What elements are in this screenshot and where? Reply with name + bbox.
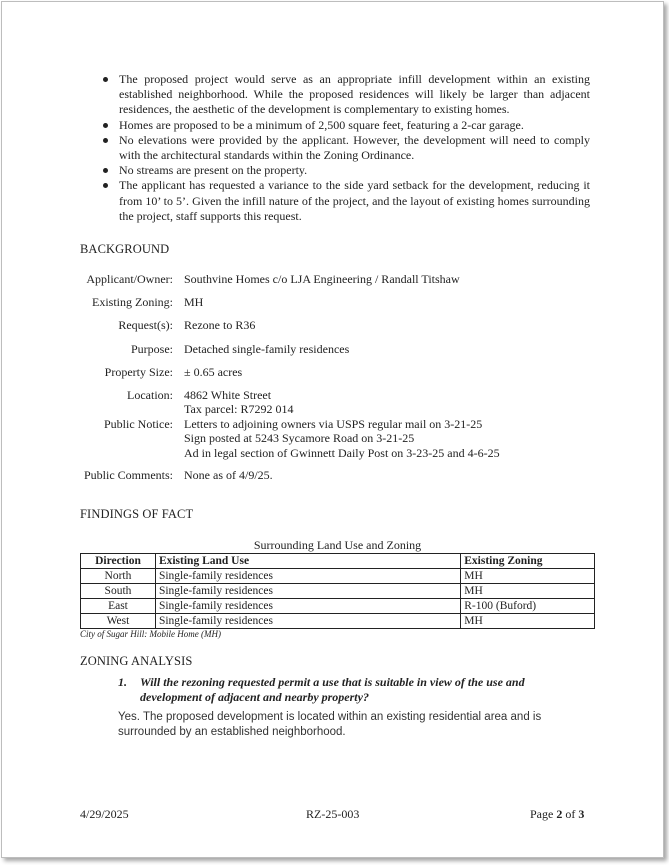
bullet-text: Homes are proposed to be a minimum of 2,500 square feet, featuring a 2-car garage. xyxy=(119,117,524,132)
question-number: 1. xyxy=(118,675,127,689)
public-notice-value: Sign posted at 5243 Sycamore Road on 3-21-25 xyxy=(184,431,415,445)
applicant-label: Applicant/Owner: xyxy=(86,272,173,286)
purpose-value: Detached single-family residences xyxy=(184,342,350,356)
public-comments-value: None as of 4/9/25. xyxy=(184,468,273,482)
table-row xyxy=(81,569,595,584)
property-size-value: ± 0.65 acres xyxy=(184,365,243,379)
question-text: Will the rezoning requested permit a use that is suitable in view of the use and development of adjacent and nearby property? xyxy=(140,675,525,704)
table-source-note: City of Sugar Hill: Mobile Home (MH) xyxy=(80,629,221,639)
bullet-text: The proposed project would serve as an appropriate infill development within an existing established neighborhood. While the proposed residences will likely be larger than adjacent residences, the aesthetic of the development is complementary to existing homes. xyxy=(119,72,590,117)
zoning-cell: MH xyxy=(461,584,595,599)
zoning-cell: MH xyxy=(461,614,595,629)
table-caption: Surrounding Land Use and Zoning xyxy=(253,538,422,552)
bullet-text: No streams are present on the property. xyxy=(119,163,308,178)
bullet-item xyxy=(100,118,590,133)
page-current: 2 xyxy=(556,807,563,821)
location-value: 4862 White Street xyxy=(184,388,272,402)
purpose-label: Purpose: xyxy=(131,342,173,356)
existing-zoning-label: Existing Zoning: xyxy=(92,295,173,309)
land-use-cell: Single-family residences xyxy=(155,584,460,599)
table-row xyxy=(81,599,595,614)
bullet-icon xyxy=(103,138,108,143)
land-use-cell: Single-family residences xyxy=(155,569,460,584)
column-header: Existing Land Use xyxy=(155,554,460,569)
findings-heading: FINDINGS OF FACT xyxy=(80,507,194,521)
footer-case-number: RZ-25-003 xyxy=(306,807,360,821)
zoning-cell: MH xyxy=(461,569,595,584)
land-use-cell: Single-family residences xyxy=(155,614,460,629)
public-notice-value: Letters to adjoining owners via USPS regular mail on 3-21-25 xyxy=(184,417,483,431)
bullet-item xyxy=(100,178,590,224)
request-label: Request(s): xyxy=(118,318,173,332)
zoning-analysis-heading: ZONING ANALYSIS xyxy=(80,654,193,668)
bullet-item xyxy=(100,133,590,163)
footer-page-number xyxy=(530,807,584,822)
land-use-cell: Single-family residences xyxy=(155,599,460,614)
bullet-icon xyxy=(103,123,108,128)
existing-zoning-value: MH xyxy=(184,295,204,309)
bullet-icon xyxy=(103,77,108,82)
findings-bullet-list xyxy=(100,72,590,224)
bullet-item xyxy=(100,72,590,118)
column-header: Direction xyxy=(81,554,156,569)
page-of: of xyxy=(565,807,576,821)
table-row xyxy=(81,584,595,599)
direction-cell: South xyxy=(81,584,156,599)
analysis-answer: Yes. The proposed development is located within an existing residential area and is surrounded by an established neighborhood. xyxy=(118,711,542,738)
tax-parcel-value: Tax parcel: R7292 014 xyxy=(184,402,294,416)
direction-cell: North xyxy=(81,569,156,584)
analysis-question xyxy=(118,675,588,704)
footer-date: 4/29/2025 xyxy=(80,807,129,821)
bullet-text: The applicant has requested a variance to the side yard setback for the development, reducing it from 10’ to 5’. Given the infill nature of the project, and the layout of existing homes surrounding the project, staff supports this request. xyxy=(119,178,590,223)
column-header: Existing Zoning xyxy=(461,554,595,569)
table-header-row xyxy=(81,554,595,569)
public-comments-label: Public Comments: xyxy=(83,468,173,482)
direction-cell: East xyxy=(81,599,156,614)
applicant-value: Southvine Homes c/o LJA Engineering / Randall Titshaw xyxy=(184,272,460,286)
public-notice-value: Ad in legal section of Gwinnett Daily Post on 3-23-25 and 4-6-25 xyxy=(184,446,500,460)
bullet-icon xyxy=(103,183,108,188)
table-row xyxy=(81,614,595,629)
property-size-label: Property Size: xyxy=(104,365,173,379)
land-use-table xyxy=(80,553,595,629)
bullet-item xyxy=(100,163,590,178)
page-prefix: Page xyxy=(530,807,554,821)
public-notice-label: Public Notice: xyxy=(104,417,173,431)
bullet-text: No elevations were provided by the applicant. However, the development will need to comply with the architectural standards within the Zoning Ordinance. xyxy=(119,132,590,163)
page-total: 3 xyxy=(578,807,585,821)
bullet-icon xyxy=(103,168,108,173)
background-heading: BACKGROUND xyxy=(80,242,170,256)
request-value: Rezone to R36 xyxy=(184,318,256,332)
direction-cell: West xyxy=(81,614,156,629)
zoning-cell: R-100 (Buford) xyxy=(461,599,595,614)
location-label: Location: xyxy=(127,388,173,402)
